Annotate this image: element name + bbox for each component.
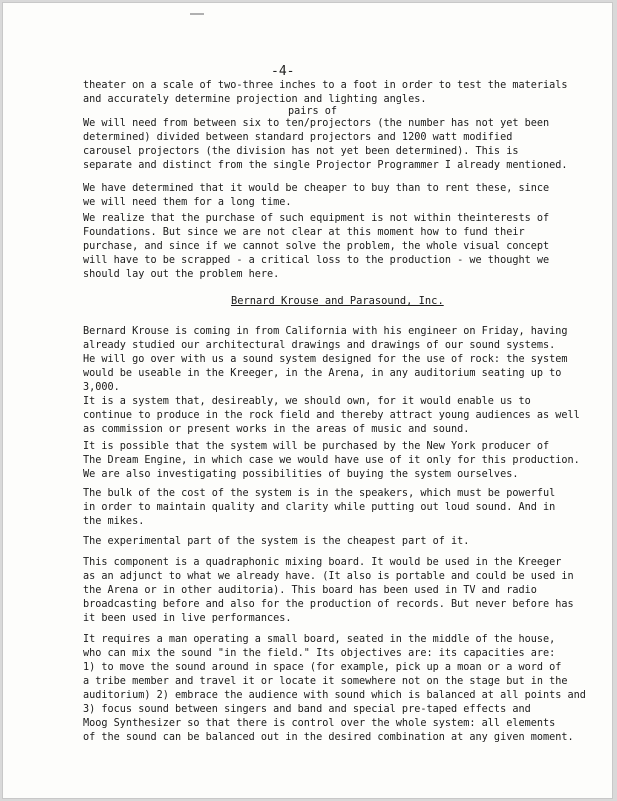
paragraph-2 (83, 117, 568, 173)
paragraph-3 (83, 182, 563, 210)
text-line: The bulk of the cost of the system is in the speakers, which must be powerful (83, 488, 556, 499)
text-line: 3,000. (83, 382, 120, 393)
text-line: as commission or present works in the areas of music and sound. (83, 424, 470, 435)
text-line: a tribe member and travel it or locate it somewhere not on the stage but in the (83, 676, 568, 687)
text-line: We are also investigating possibilities of buying the system ourselves. (83, 469, 519, 480)
paragraph-4 (83, 212, 563, 282)
text-line: It requires a man operating a small board, seated in the middle of the house, (83, 634, 556, 645)
text-line: We have determined that it would be cheaper to buy than to rent these, since (83, 183, 550, 194)
text-line: Moog Synthesizer so that there is control over the whole system: all elements (83, 718, 556, 729)
paragraph-8 (83, 487, 563, 529)
text-line: and accurately determine projection and lighting angles. (83, 94, 427, 105)
text-line: carousel projectors (the division has not yet been determined). This is (83, 146, 519, 157)
text-line: theater on a scale of two-three inches to a foot in order to test the materials (83, 80, 568, 91)
text-line: 3) focus sound between singers and band and special pre-taped effects and (83, 704, 531, 715)
paragraph-6 (83, 395, 580, 437)
page-number: -4- (271, 64, 295, 79)
text-line: the Arena or in other auditoria). This board has been used in TV and radio (83, 585, 537, 596)
text-line: of the sound can be balanced out in the desired combination at any given moment. (83, 732, 574, 743)
text-line: determined) divided between standard projectors and 1200 watt modified (83, 132, 513, 143)
text-line: The experimental part of the system is the cheapest part of it. (83, 536, 470, 547)
text-line: It is a system that, desireably, we should own, for it would enable us to (83, 396, 531, 407)
text-line: in order to maintain quality and clarity while putting out loud sound. And in (83, 502, 556, 513)
text-line: purchase, and since if we cannot solve the problem, the whole visual concept (83, 241, 550, 252)
text-line: would be useable in the Kreeger, in the Arena, in any auditorium seating up to (83, 368, 562, 379)
text-line: it been used in live performances. (83, 613, 292, 624)
text-line: who can mix the sound "in the field." Its objectives are: its capacities are: (83, 648, 556, 659)
text-line: continue to produce in the rock field and thereby attract young audiences as well (83, 410, 580, 421)
text-line: The Dream Engine, in which case we would have use of it only for this production. (83, 455, 580, 466)
text-line: separate and distinct from the single Projector Programmer I already mentioned. (83, 160, 568, 171)
text-line: Bernard Krouse is coming in from California with his engineer on Friday, having (83, 326, 568, 337)
paragraph-5 (83, 325, 568, 395)
text-line: Foundations. But since we are not clear at this moment how to fund their (83, 227, 525, 238)
text-line: 1) to move the sound around in space (for example, pick up a moan or a word of (83, 662, 562, 673)
text-line: auditorium) 2) embrace the audience with sound which is balanced at all points and (83, 690, 586, 701)
text-line: broadcasting before and also for the production of records. But never before has (83, 599, 574, 610)
paragraph-9 (83, 535, 563, 549)
interlinear-insert: pairs of (288, 106, 338, 117)
text-line: We will need from between six to ten/projectors (the number has not yet been (83, 118, 550, 129)
top-mark (190, 13, 204, 15)
text-line: should lay out the problem here. (83, 269, 280, 280)
text-line: the mikes. (83, 516, 145, 527)
text-line: will have to be scrapped - a critical loss to the production - we thought we (83, 255, 550, 266)
paragraph-7 (83, 440, 580, 482)
text-line: It is possible that the system will be purchased by the New York producer of (83, 441, 550, 452)
text-line: We realize that the purchase of such equipment is not within theinterests of (83, 213, 550, 224)
section-heading: Bernard Krouse and Parasound, Inc. (231, 295, 444, 307)
text-line: already studied our architectural drawings and drawings of our sound systems. (83, 340, 556, 351)
text-line: we will need them for a long time. (83, 197, 292, 208)
paragraph-11 (83, 633, 586, 745)
text-line: as an adjunct to what we already have. (It also is portable and could be used in (83, 571, 574, 582)
paragraph-1 (83, 79, 568, 107)
text-line: He will go over with us a sound system designed for the use of rock: the system (83, 354, 568, 365)
document-page (2, 2, 613, 799)
text-line: This component is a quadraphonic mixing board. It would be used in the Kreeger (83, 557, 562, 568)
paragraph-10 (83, 556, 574, 626)
